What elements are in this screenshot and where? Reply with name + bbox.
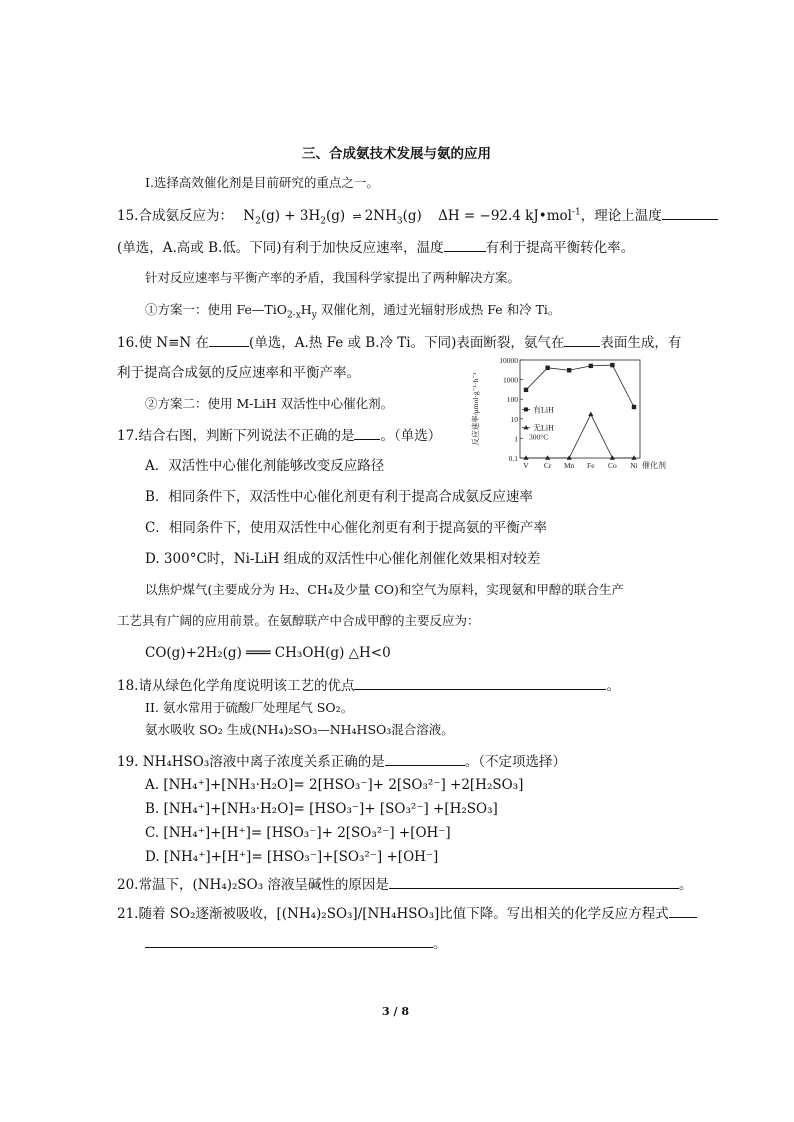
data-point-triangle (610, 455, 615, 460)
q18: 18.请从绿色化学角度说明该工艺的优点 。 (117, 678, 620, 694)
legend-square-marker (524, 407, 528, 411)
equilibrium-arrow-icon: ⇌ (352, 210, 362, 223)
chart-annotation: 300°C (529, 432, 549, 442)
data-point-square (545, 366, 549, 370)
q21-line-2: 。 (145, 934, 447, 953)
q19-option-d: D. [NH₄⁺]+[H⁺]= [HSO₃⁻]+[SO₃²⁻] +[OH⁻] (145, 849, 439, 865)
y-tick-label: 1 (514, 434, 518, 444)
q19-option-a: A. [NH₄⁺]+[NH₃·H₂O]= 2[HSO₃⁻]+ 2[SO₃²⁻] +2[H₂SO₃] (145, 777, 524, 793)
q17-option-a: A．双活性中心催化剂能够改变反应路径 (145, 458, 385, 474)
conflict-paragraph: 针对反应速率与平衡产率的矛盾，我国科学家提出了两种解决方案。 (145, 270, 521, 285)
section-2-title: II. 氨水常用于硫酸厂处理尾气 SO₂。 (145, 700, 354, 715)
q17-blank[interactable] (354, 426, 380, 440)
coke-gas-paragraph-2: 工艺具有广阔的应用前景。在氨醇联产中合成甲醇的主要反应为： (117, 613, 480, 628)
intro-line: I.选择高效催化剂是目前研究的重点之一。 (145, 175, 379, 190)
y-axis-label: 反应速率/μmol·g⁻¹·h⁻¹ (471, 372, 480, 446)
q21-blank-2[interactable] (145, 934, 433, 948)
methanol-equation: CO(g)+2H₂(g) ═══ CH₃OH(g) △H<0 (145, 645, 391, 661)
q17-option-d: D. 300°C时，Ni-LiH 组成的双活性中心催化剂催化效果相对较差 (145, 551, 541, 567)
data-point-triangle (567, 455, 572, 460)
q15-blank-1[interactable] (662, 206, 718, 220)
q16-line-2: 利于提高合成氨的反应速率和平衡产率。 (117, 365, 360, 381)
data-point-square (567, 368, 571, 372)
x-tick-label: Fe (587, 461, 595, 470)
coke-gas-paragraph-1: 以焦炉煤气(主要成分为 H₂、CH₄及少量 CO)和空气为原料，实现氨和甲醇的联合生产 (145, 582, 624, 597)
plan-2: ②方案二：使用 M-LiH 双活性中心催化剂。 (145, 396, 394, 411)
q21: 21.随着 SO₂逐渐被吸收，[(NH₄)₂SO₃]/[NH₄HSO₃]比值下降。写出相关的化学反应方程式 (117, 904, 697, 923)
x-tick-label: Ni (630, 461, 638, 470)
data-point-triangle (523, 455, 528, 460)
series-line (526, 365, 634, 407)
q21-blank-1[interactable] (669, 904, 697, 918)
y-tick-label: 10000 (499, 356, 518, 365)
y-tick-label: 100 (506, 395, 518, 405)
q17-stem: 17.结合右图，判断下列说法不正确的是 。（单选） (117, 428, 442, 444)
q17-option-b: B．相同条件下，双活性中心催化剂更有利于提高合成氨反应速率 (145, 489, 533, 505)
q16-line-1: 16.使 N≡N 在 (单选，A.热 Fe 或 B.冷 Ti。下同)表面断裂，氨气在 表面生成，有 (117, 335, 682, 351)
q16-blank-2[interactable] (564, 333, 600, 347)
legend-triangle-marker (524, 425, 529, 429)
q20-blank[interactable] (389, 875, 679, 889)
q15-blank-2[interactable] (444, 238, 486, 252)
y-tick-label: 10 (510, 414, 518, 424)
x-tick-label: V (523, 461, 529, 470)
y-tick-label: 1000 (503, 375, 518, 385)
q17-option-c: C．相同条件下，使用双活性中心催化剂更有利于提高氨的平衡产率 (145, 520, 547, 536)
q16-blank-1[interactable] (209, 333, 249, 347)
section-2-desc: 氨水吸收 SO₂ 生成(NH₄)₂SO₃—NH₄HSO₃混合溶液。 (145, 722, 454, 737)
q15-line-1: 15.合成氨反应为： $N_2(g) + 3H_2(g)$ ⇌ $2NH_3(g) \Delta H = -92.4$ kJ•mol$^{-1}$，理论上温度 (117, 206, 718, 226)
data-point-square (589, 364, 593, 368)
data-point-square (610, 363, 614, 367)
page-number: 3 / 8 (382, 1005, 409, 1018)
reaction-rate-chart (468, 356, 680, 476)
data-point-triangle (588, 411, 593, 416)
q15-line-2: (单选，A.高或 B.低。下同)有利于加快反应速率，温度 有利于提高平衡转化率。 (117, 240, 635, 256)
q19-option-b: B. [NH₄⁺]+[NH₃·H₂O]= [HSO₃⁻]+ [SO₃²⁻] +[H₂SO₃] (145, 801, 498, 817)
plan-1: ①方案一：使用 $Fe—TiO_{2-x}H_y$ 双催化剂，通过光辐射形成热 Fe 和冷 Ti。 (145, 302, 561, 321)
x-tick-label: Mn (563, 461, 575, 470)
q20: 20.常温下，(NH₄)₂SO₃ 溶液呈碱性的原因是 。 (117, 877, 693, 893)
data-point-triangle (545, 455, 550, 460)
legend-label: 有LiH (533, 405, 554, 415)
q19-option-c: C. [NH₄⁺]+[H⁺]= [HSO₃⁻]+ 2[SO₃²⁻] +[OH⁻] (145, 825, 451, 841)
q19-blank[interactable] (385, 752, 465, 766)
legend-label: 无LiH (533, 423, 554, 433)
x-axis-label: 催化剂 (642, 461, 666, 470)
section-title: 三、合成氨技术发展与氨的应用 (302, 146, 491, 162)
q19-stem: 19. NH₄HSO₃溶液中离子浓度关系正确的是 。（不定项选择） (117, 754, 567, 770)
data-point-triangle (631, 455, 636, 460)
x-tick-label: Co (608, 461, 617, 470)
y-tick-label: 0.1 (508, 454, 518, 463)
data-point-square (632, 405, 636, 409)
x-tick-label: Cr (543, 461, 552, 470)
data-point-square (524, 388, 528, 392)
q18-blank[interactable] (354, 676, 606, 690)
